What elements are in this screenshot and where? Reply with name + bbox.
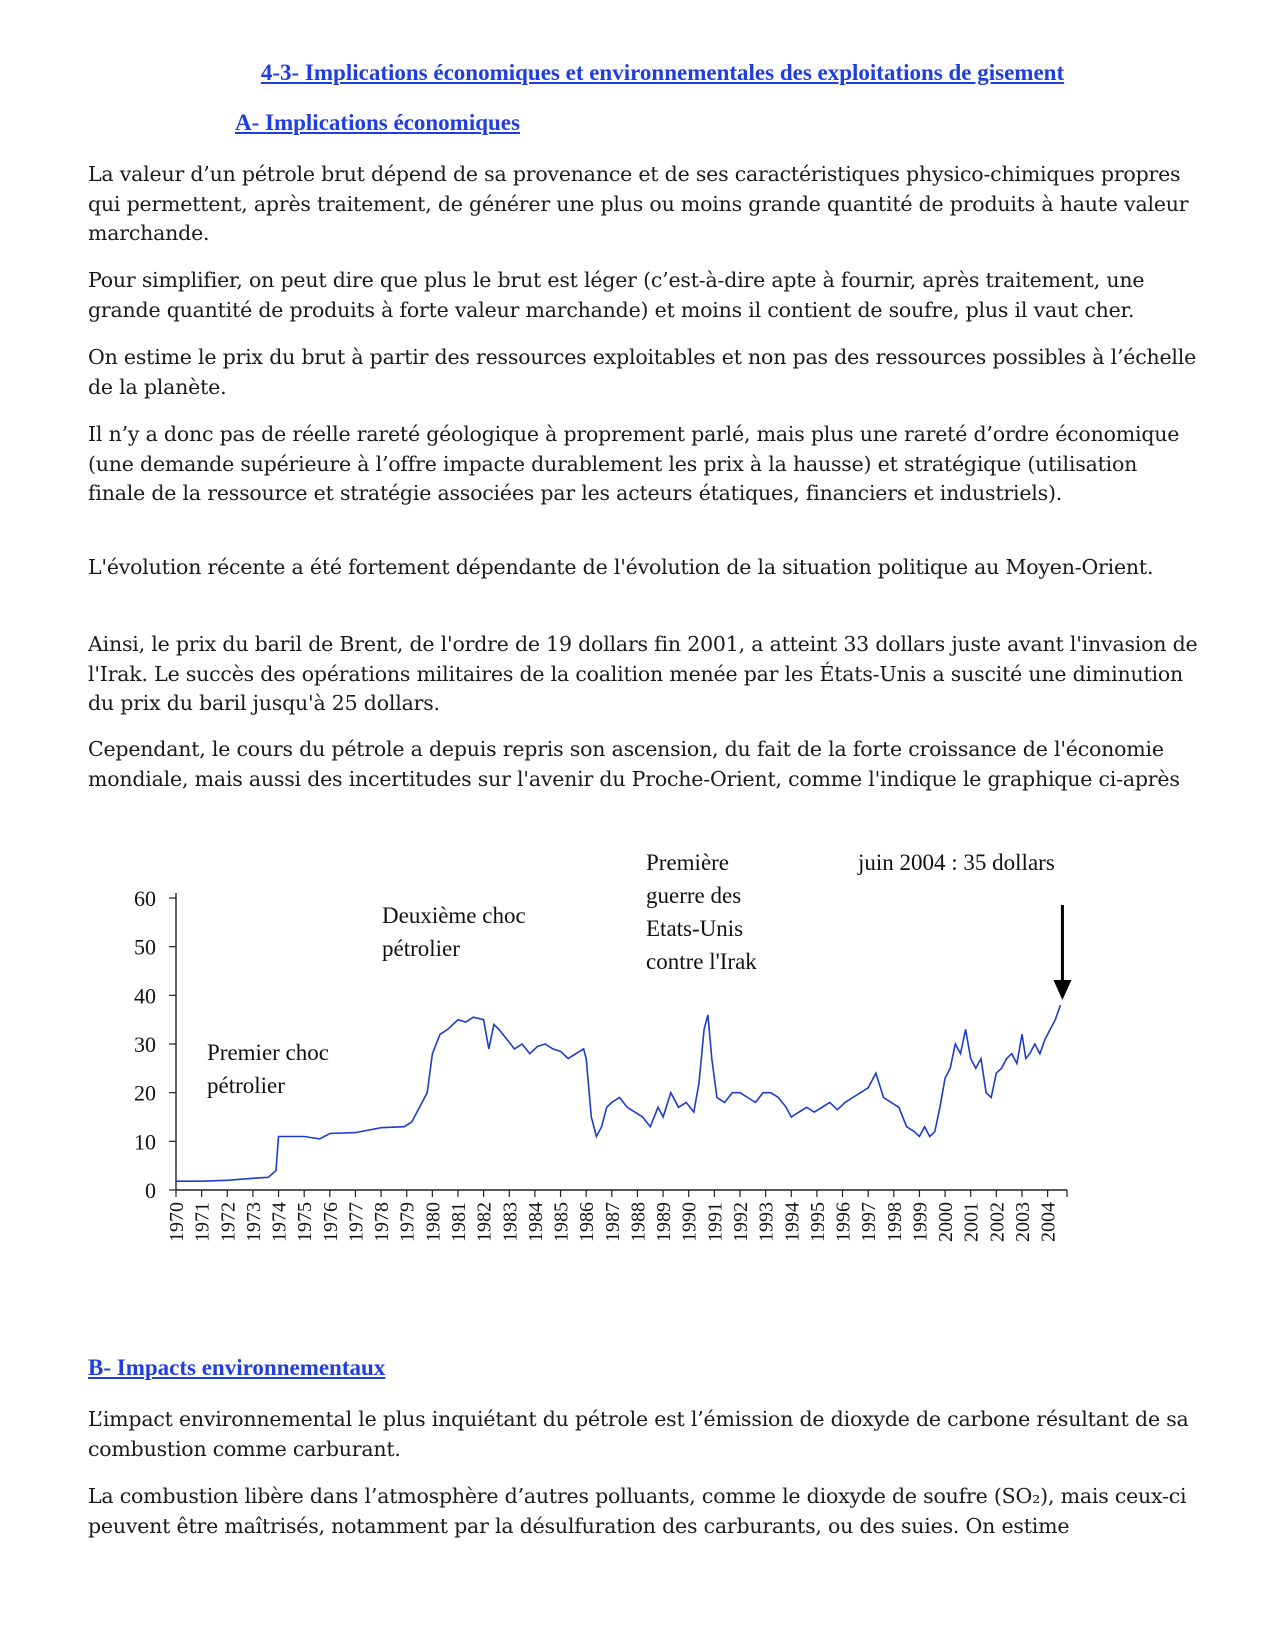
x-tick-label: 1992: [729, 1202, 752, 1242]
y-tick-label: 0: [145, 1178, 156, 1203]
annotation-arrow-head: [1053, 980, 1071, 1000]
paragraph: La combustion libère dans l’atmosphère d’autres polluants, comme le dioxyde de soufre (SO₂), mais ceux-ci peuvent être maîtrisés, notamment par la désulfuration des carburants, ou des suies. On estime: [88, 1484, 1187, 1538]
paragraph: Ainsi, le prix du baril de Brent, de l'ordre de 19 dollars fin 2001, a atteint 33 dollars juste avant l'invasion de l'Irak. Le succès des opérations militaires de la coalition menée par les États-Unis a suscité une diminution du prix du baril jusqu'à 25 dollars.: [88, 632, 1198, 715]
x-tick-label: 1983: [499, 1202, 522, 1242]
x-tick-label: 1973: [242, 1202, 265, 1242]
paragraph: On estime le prix du brut à partir des ressources exploitables et non pas des ressources possibles à l’échelle de la planète.: [88, 345, 1197, 399]
x-tick-label: 2000: [935, 1202, 958, 1242]
annotation-gulf-war: contre l'Irak: [646, 949, 757, 974]
x-tick-label: 1974: [268, 1202, 291, 1242]
paragraph: Cependant, le cours du pétrole a depuis repris son ascension, du fait de la forte croissance de l'économie mondiale, mais aussi des incertitudes sur l'avenir du Proche-Orient, comme l'indique le graphique ci-après: [88, 737, 1180, 791]
x-tick-label: 1972: [217, 1202, 240, 1242]
annotation-first-shock: Premier choc: [207, 1040, 329, 1065]
y-tick-label: 60: [134, 886, 156, 911]
section-a-title: A- Implications économiques: [235, 110, 520, 135]
paragraph: L’impact environnemental le plus inquiétant du pétrole est l’émission de dioxyde de carbone résultant de sa combustion comme carburant.: [88, 1407, 1189, 1461]
y-tick-label: 30: [134, 1032, 156, 1057]
x-tick-label: 2003: [1011, 1202, 1034, 1242]
x-tick-label: 1988: [627, 1202, 650, 1242]
x-tick-label: 1986: [576, 1202, 599, 1242]
x-tick-label: 1995: [806, 1202, 829, 1242]
x-tick-label: 1970: [166, 1202, 188, 1242]
x-tick-label: 1980: [422, 1202, 445, 1242]
oil-price-chart: [0, 850, 1275, 1270]
x-tick-label: 1981: [447, 1202, 470, 1242]
x-tick-label: 1977: [345, 1202, 368, 1242]
x-tick-label: 1996: [832, 1202, 855, 1242]
x-tick-label: 1999: [909, 1202, 932, 1242]
paragraph: Pour simplifier, on peut dire que plus le brut est léger (c’est-à-dire apte à fournir, après traitement, une grande quantité de produits à forte valeur marchande) et moins il contient de soufre, plus il vaut cher.: [88, 268, 1145, 322]
annotation-second-shock: Deuxième choc: [382, 903, 526, 928]
x-tick-label: 1997: [858, 1202, 881, 1242]
paragraph: La valeur d’un pétrole brut dépend de sa provenance et de ses caractéristiques physico-chimiques propres qui permettent, après traitement, de générer une plus ou moins grande quantité de produits à haute valeur marchande.: [88, 162, 1189, 245]
annotation-gulf-war: guerre des: [646, 883, 742, 908]
series-line: [176, 1005, 1060, 1181]
x-tick-label: 2001: [960, 1202, 983, 1242]
x-tick-label: 1984: [524, 1202, 547, 1242]
annotation-second-shock: pétrolier: [382, 936, 460, 961]
x-tick-label: 1994: [781, 1202, 804, 1242]
x-tick-label: 2002: [986, 1202, 1009, 1242]
x-tick-label: 1979: [396, 1202, 419, 1242]
x-tick-label: 1971: [191, 1202, 214, 1242]
main-heading: 4-3- Implications économiques et environnementales des exploitations de gisement: [260, 60, 1065, 85]
x-tick-label: 1975: [294, 1202, 317, 1242]
y-tick-label: 50: [134, 934, 156, 960]
y-tick-label: 40: [134, 983, 156, 1009]
x-tick-label: 1982: [473, 1202, 496, 1242]
x-tick-label: 2004: [1037, 1202, 1060, 1242]
x-tick-label: 1989: [653, 1202, 676, 1242]
y-tick-label: 10: [134, 1129, 156, 1155]
x-tick-label: 1976: [319, 1202, 342, 1242]
annotation-june-2004: juin 2004 : 35 dollars: [858, 850, 1055, 875]
paragraph: L'évolution récente a été fortement dépendante de l'évolution de la situation politique au Moyen-Orient.: [88, 555, 1154, 579]
x-tick-label: 1991: [704, 1202, 727, 1242]
x-tick-label: 1993: [755, 1202, 778, 1242]
annotation-first-shock: pétrolier: [207, 1073, 285, 1098]
paragraph: Il n’y a donc pas de réelle rareté géologique à proprement parlé, mais plus une rareté d’ordre économique (une demande supérieure à l’offre impacte durablement les prix à la hausse) et stratégique (utilisation finale de la ressource et stratégie associées par les acteurs étatiques, financiers et industriels).: [88, 422, 1180, 505]
y-tick-label: 20: [134, 1080, 156, 1106]
section-b-title: B- Impacts environnementaux: [88, 1355, 386, 1380]
x-tick-label: 1978: [371, 1202, 394, 1242]
annotation-gulf-war: Première: [646, 850, 730, 875]
x-tick-label: 1987: [601, 1202, 624, 1242]
x-tick-label: 1985: [550, 1202, 573, 1242]
x-tick-label: 1998: [883, 1202, 906, 1242]
x-tick-label: 1990: [678, 1202, 701, 1242]
annotation-gulf-war: Etats-Unis: [646, 916, 744, 941]
